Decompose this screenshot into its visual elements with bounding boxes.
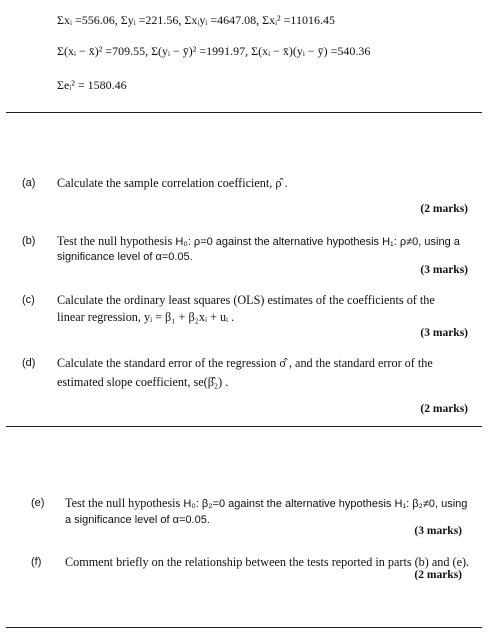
section-divider-1 — [6, 112, 482, 113]
question-b-line-2: significance level of α=0.05. — [57, 251, 193, 263]
question-b-text-a: Test the null hypothesis — [57, 234, 176, 248]
question-a-label: (a) — [22, 177, 36, 189]
question-b-marks: (3 marks) — [420, 264, 468, 276]
summary-line-1: Σxᵢ =556.06, Σyᵢ =221.56, Σxᵢyᵢ =4647.08, Σxᵢ² =11016.45 — [57, 13, 335, 27]
question-e-label: (e) — [31, 497, 45, 509]
question-c-line-2: linear regression, yᵢ = β₁ + β₂xᵢ + uᵢ . — [57, 310, 235, 324]
question-d-line-1: Calculate the standard error of the regression σ̂ , and the standard error of the — [57, 356, 433, 370]
question-c-label: (c) — [22, 294, 35, 306]
question-a-marks: (2 marks) — [420, 203, 468, 215]
question-e-significance: a significance level of α=0.05. — [65, 514, 210, 526]
section-divider-2 — [6, 426, 482, 427]
question-d-marks: (2 marks) — [420, 403, 468, 415]
question-f-text: Comment briefly on the relationship between the tests reported in parts (b) and (e). — [65, 555, 470, 569]
question-e-line-2 — [65, 511, 210, 528]
question-d-line-2: estimated slope coefficient, se(β̂₂) . — [57, 375, 229, 389]
question-e-marks: (3 marks) — [414, 525, 462, 537]
question-f-marks: (2 marks) — [414, 569, 462, 581]
summary-line-3: Σeᵢ² = 1580.46 — [57, 78, 127, 92]
question-e-hypothesis: H₀: β₂=0 against the alternative hypothesis H₁: β₂≠0, using — [183, 498, 468, 510]
question-b-hypothesis: H₀: ρ=0 against the alternative hypothesis H₁: ρ≠0, using a — [175, 236, 460, 248]
section-divider-3 — [6, 627, 482, 628]
question-e-text-a: Test the null hypothesis — [65, 496, 184, 510]
question-b-label: (b) — [22, 235, 36, 247]
summary-line-2: Σ(xᵢ − x̄)² =709.55, Σ(yᵢ − ȳ)² =1991.97, Σ(xᵢ − x̄)(yᵢ − ȳ) =540.36 — [57, 44, 371, 58]
question-a-text: Calculate the sample correlation coefficient, ρ̂ . — [57, 176, 288, 190]
question-b-line-1 — [57, 233, 460, 250]
question-c-marks: (3 marks) — [420, 327, 468, 339]
question-c-line-1: Calculate the ordinary least squares (OLS) estimates of the coefficients of the — [57, 293, 435, 307]
question-f-label: (f) — [31, 556, 42, 568]
question-e-line-1 — [65, 495, 467, 512]
question-d-label: (d) — [22, 357, 36, 369]
